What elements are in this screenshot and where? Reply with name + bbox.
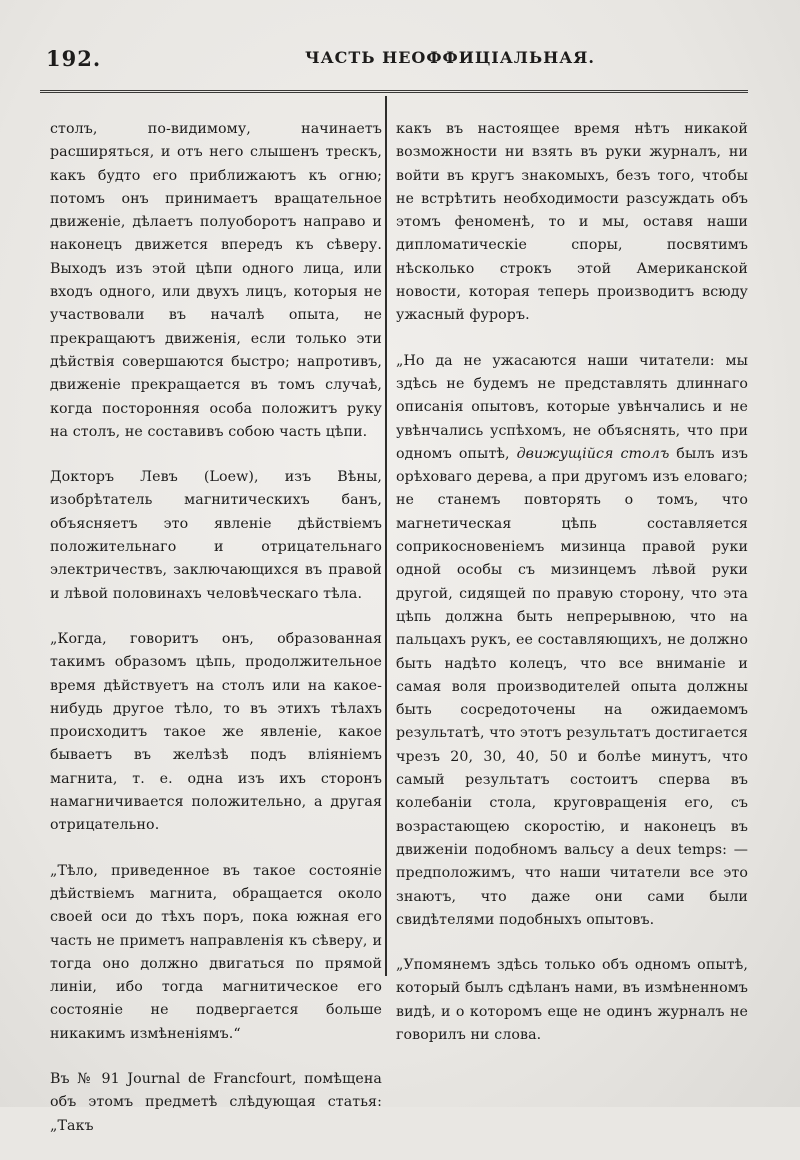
paragraph: какъ въ настоящее время нѣтъ никакой возможности ни взять въ руки журналъ, ни войти въ кругъ знакомыхъ, безъ того, чтобы не встрѣтить необходимости разсуждать объ этомъ феноменѣ, то и мы, оставя наши дипломатическіе споры, посвятимъ нѣсколько строкъ этой Американской новости, которая теперь производитъ всюду ужасный фуроръ. (396, 121, 748, 324)
page-header (40, 46, 760, 80)
left-column (50, 118, 382, 1160)
column-divider (385, 96, 387, 976)
page-number: 192. (46, 46, 102, 71)
paragraph-text: былъ изъ орѣховаго дерева, а при другомъ изъ еловаго; не станемъ повторять о томъ, что магнетическая цѣпь составляется соприкосновеніемъ мизинца правой руки одной особы съ мизинцемъ лѣвой руки другой, сидящей по правую сторону, что эта цѣпь должна быть непрерывною, что на пальцахъ рукъ, ее составляющихъ, не должно быть надѣто колецъ, что все вниманіе и самая воля производителей опыта должны быть сосредоточены на ожидаемомъ результатѣ, что этотъ результатъ достигается чрезъ 20, 30, 40, 50 и болѣе минутъ, что самый результатъ состоитъ сперва въ колебаніи стола, круговращенія его, съ возрастающею скоростію, и наконецъ въ движеніи подобномъ вальсу a deux temps: — предположимъ, что наши читатели все это знаютъ, что даже они сами были свидѣтелями подобныхъ опытовъ. (396, 445, 749, 928)
paragraph: „Тѣло, приведенное въ такое состояніе дѣйствіемъ магнита, обращается около своей оси до тѣхъ поръ, пока южная его часть не приметъ направленія къ сѣверу, и тогда оно должно двигаться по прямой линіи, ибо тогда магнитическое его состояніе не подвергается больше никакимъ измѣненіямъ.“ (50, 862, 382, 1042)
italic-phrase: движущійся столъ (516, 445, 670, 462)
paragraph: „Упомянемъ здѣсь только объ одномъ опытѣ, который былъ сдѣланъ нами, въ измѣненномъ видѣ, и о которомъ еще не одинъ журналъ не говорилъ ни слова. (396, 957, 748, 1043)
paragraph: „Когда, говоритъ онъ, образованная такимъ образомъ цѣпь, продолжительное время дѣйствуетъ на столъ или на какое-нибудь другое тѣло, то въ этихъ тѣлахъ происходитъ такое же явленіе, какое бываетъ въ желѣзѣ подъ вліяніемъ магнита, т. е. одна изъ ихъ сторонъ намагничивается положительно, а другая отрицательно. (50, 630, 382, 834)
running-title: ЧАСТЬ НЕОФФИЦІАЛЬНАЯ. (305, 48, 595, 67)
paragraph (396, 350, 748, 932)
paragraph: Въ № 91 Journal de Francfourt, помѣщена объ этомъ предметѣ слѣдующая статья: „Такъ (50, 1070, 382, 1134)
paragraph: Докторъ Левъ (Loew), изъ Вѣны, изобрѣтатель магнитическихъ банъ, объясняетъ это явленіе дѣйствіемъ положительнаго и отрицательнаго электричествъ, заключающихся въ правой и лѣвой половинахъ человѣческаго тѣла. (50, 469, 382, 602)
header-rule (40, 90, 748, 93)
paragraph-text: „Но да не ужасаются наши читатели: мы здѣсь не будемъ не представлять длиннаго описанія опытовъ, которые увѣнчались и не увѣнчались успѣхомъ, не объяснять, что при одномъ опытѣ, (396, 352, 748, 462)
paragraph: столъ, по-видимому, начинаетъ расширяться, и отъ него слышенъ трескъ, какъ будто его приближаютъ къ огню; потомъ онъ принимаетъ вращательное движеніе, дѣлаетъ полуоборотъ направо и наконецъ движется впередъ къ сѣверу. Выходъ изъ этой цѣпи одного лица, или входъ одного, или двухъ лицъ, которыя не участвовали въ началѣ опыта, не прекращаютъ движенія, если только эти дѣйствія совершаются быстро; напротивъ, движеніе прекращается въ томъ случаѣ, когда посторонняя особа положитъ руку на столъ, не составивъ собою часть цѣпи. (50, 121, 382, 440)
right-column (396, 118, 748, 1069)
